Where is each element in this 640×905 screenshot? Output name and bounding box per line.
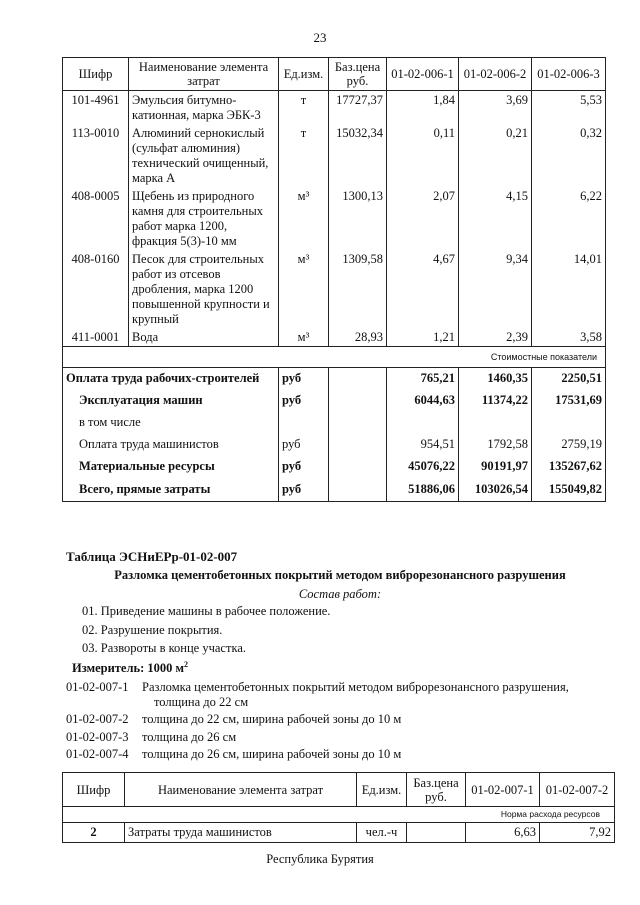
cell-name: Затраты труда машинистов xyxy=(125,823,357,843)
item-description: толщина до 22 см, ширина рабочей зоны до 10 м xyxy=(142,712,402,726)
header-col-1: 01-02-007-1 xyxy=(466,773,540,807)
cell-v3: 14,01 xyxy=(532,250,606,328)
composition-label: Состав работ: xyxy=(298,587,382,601)
cell-unit: м³ xyxy=(279,328,329,347)
cost-indicators-row xyxy=(63,347,606,368)
summary-row xyxy=(63,412,606,434)
summary-empty-cell xyxy=(329,412,387,434)
summary-row xyxy=(63,368,606,390)
cell-code: 411-0001 xyxy=(63,328,129,347)
cell-v2: 2,39 xyxy=(459,328,532,347)
cell-v3: 6,22 xyxy=(532,187,606,250)
summary-empty-cell xyxy=(329,434,387,456)
summary-v2: 11374,22 xyxy=(459,390,532,412)
cell-v2: 9,34 xyxy=(459,250,532,328)
summary-unit xyxy=(279,412,329,434)
cell-unit: т xyxy=(279,91,329,125)
cell-v2: 0,21 xyxy=(459,124,532,187)
cell-unit: чел.-ч xyxy=(357,823,407,843)
summary-row xyxy=(63,434,606,456)
cell-v3: 3,58 xyxy=(532,328,606,347)
cell-v2: 7,92 xyxy=(540,823,615,843)
cell-v3: 0,32 xyxy=(532,124,606,187)
table-row xyxy=(63,823,615,843)
summary-label: Оплата труда рабочих-строителей xyxy=(63,368,279,390)
cell-v1: 2,07 xyxy=(387,187,459,250)
measure-unit: Измеритель: 1000 $м^2$ xyxy=(72,660,189,675)
summary-v2 xyxy=(459,412,532,434)
summary-v1: 954,51 xyxy=(387,434,459,456)
item-description: Разломка цементобетонных покрытий методом виброрезонансного разрушения, xyxy=(142,680,569,694)
item-description: толщина до 22 см xyxy=(154,695,249,709)
cost-indicators-label: Стоимостные показатели xyxy=(63,347,606,368)
summary-row xyxy=(63,390,606,412)
cell-v2: 3,69 xyxy=(459,91,532,125)
header-col-3: 01-02-006-3 xyxy=(532,58,606,91)
header-code: Шифр xyxy=(63,58,129,91)
summary-v2: 90191,97 xyxy=(459,456,532,478)
summary-unit: руб xyxy=(279,478,329,502)
summary-v3: 17531,69 xyxy=(532,390,606,412)
cell-v3: 5,53 xyxy=(532,91,606,125)
summary-label: в том числе xyxy=(63,412,279,434)
cell-v2: 4,15 xyxy=(459,187,532,250)
summary-unit: руб xyxy=(279,390,329,412)
work-item: 03. Развороты в конце участка. xyxy=(82,641,246,655)
resources-table-01-02-006 xyxy=(62,57,606,502)
summary-v3 xyxy=(532,412,606,434)
cell-name: Алюминий сернокислый (сульфат алюминия) технический очищенный, марка А xyxy=(129,124,279,187)
cell-code: 408-0005 xyxy=(63,187,129,250)
summary-label: Эксплуатация машин xyxy=(63,390,279,412)
item-code: 01-02-007-3 xyxy=(66,730,129,744)
section-subtitle: Разломка цементобетонных покрытий методом виброрезонансного разрушения xyxy=(114,568,566,582)
item-description: толщина до 26 см, ширина рабочей зоны до 10 м xyxy=(142,747,402,761)
summary-empty-cell xyxy=(329,390,387,412)
table-header-row xyxy=(63,773,615,807)
header-name: Наименование элемента затрат xyxy=(125,773,357,807)
summary-empty-cell xyxy=(329,368,387,390)
work-item: 02. Разрушение покрытия. xyxy=(82,623,223,637)
header-col-2: 01-02-007-2 xyxy=(540,773,615,807)
cell-name: Вода xyxy=(129,328,279,347)
summary-empty-cell xyxy=(329,456,387,478)
cell-name: Песок для строительных работ из отсевов дробления, марка 1200 повышенной крупности и крупный xyxy=(129,250,279,328)
header-price: Баз.цена руб. xyxy=(329,58,387,91)
table-row xyxy=(63,124,606,187)
summary-empty-cell xyxy=(329,478,387,502)
cell-v1: 4,67 xyxy=(387,250,459,328)
page-number: 23 xyxy=(313,30,327,45)
cell-price: 1309,58 xyxy=(329,250,387,328)
section-title: Таблица ЭСНиЕРр-01-02-007 xyxy=(66,549,238,564)
summary-v1: 765,21 xyxy=(387,368,459,390)
cell-name: Эмульсия битумно-катионная, марка ЭБК-3 xyxy=(129,91,279,125)
item-code: 01-02-007-4 xyxy=(66,747,129,761)
summary-v3: 155049,82 xyxy=(532,478,606,502)
table-row xyxy=(63,187,606,250)
cell-code: 2 xyxy=(63,823,125,843)
summary-v3: 135267,62 xyxy=(532,456,606,478)
summary-v3: 2759,19 xyxy=(532,434,606,456)
summary-v1 xyxy=(387,412,459,434)
resources-table-01-02-007 xyxy=(62,772,615,843)
summary-v2: 1460,35 xyxy=(459,368,532,390)
cell-unit: м³ xyxy=(279,250,329,328)
cell-code: 101-4961 xyxy=(63,91,129,125)
cell-v1: 1,21 xyxy=(387,328,459,347)
cell-unit: м³ xyxy=(279,187,329,250)
item-code: 01-02-007-1 xyxy=(66,680,129,694)
table-row xyxy=(63,328,606,347)
table-row xyxy=(63,91,606,125)
table-header-row xyxy=(63,58,606,91)
norm-row xyxy=(63,807,615,823)
work-item: 01. Приведение машины в рабочее положение. xyxy=(82,604,331,618)
cell-unit: т xyxy=(279,124,329,187)
cell-price: 17727,37 xyxy=(329,91,387,125)
summary-label: Материальные ресурсы xyxy=(63,456,279,478)
header-col-1: 01-02-006-1 xyxy=(387,58,459,91)
header-unit: Ед.изм. xyxy=(357,773,407,807)
header-col-2: 01-02-006-2 xyxy=(459,58,532,91)
summary-v1: 51886,06 xyxy=(387,478,459,502)
summary-label: Всего, прямые затраты xyxy=(63,478,279,502)
cell-code: 408-0160 xyxy=(63,250,129,328)
cell-code: 113-0010 xyxy=(63,124,129,187)
table-row xyxy=(63,250,606,328)
summary-label: Оплата труда машинистов xyxy=(63,434,279,456)
cell-price: 15032,34 xyxy=(329,124,387,187)
cell-name: Щебень из природного камня для строительных работ марка 1200, фракция 5(3)-10 мм xyxy=(129,187,279,250)
summary-v1: 6044,63 xyxy=(387,390,459,412)
summary-v2: 103026,54 xyxy=(459,478,532,502)
item-description: толщина до 26 см xyxy=(142,730,237,744)
cell-v1: 0,11 xyxy=(387,124,459,187)
summary-v3: 2250,51 xyxy=(532,368,606,390)
cell-v1: 6,63 xyxy=(466,823,540,843)
header-price: Баз.цена руб. xyxy=(407,773,466,807)
norm-label: Норма расхода ресурсов xyxy=(63,807,615,823)
header-name: Наименование элемента затрат xyxy=(129,58,279,91)
cell-price xyxy=(407,823,466,843)
summary-row xyxy=(63,456,606,478)
cell-price: 1300,13 xyxy=(329,187,387,250)
item-code: 01-02-007-2 xyxy=(66,712,129,726)
cell-v1: 1,84 xyxy=(387,91,459,125)
footer-region: Республика Бурятия xyxy=(266,852,374,866)
summary-unit: руб xyxy=(279,456,329,478)
cell-price: 28,93 xyxy=(329,328,387,347)
summary-v2: 1792,58 xyxy=(459,434,532,456)
summary-unit: руб xyxy=(279,434,329,456)
summary-unit: руб xyxy=(279,368,329,390)
header-code: Шифр xyxy=(63,773,125,807)
summary-v1: 45076,22 xyxy=(387,456,459,478)
summary-row xyxy=(63,478,606,502)
header-unit: Ед.изм. xyxy=(279,58,329,91)
